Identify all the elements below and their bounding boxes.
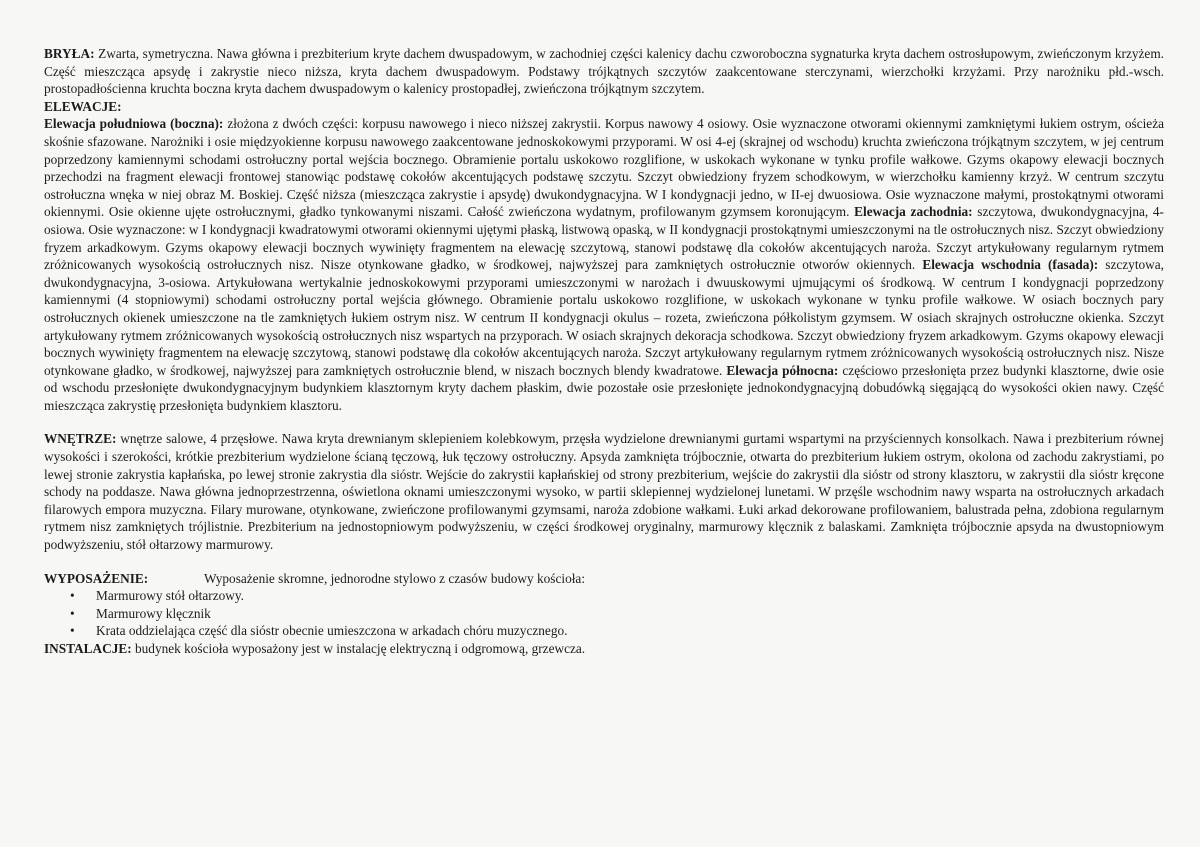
section-bryla [44,45,1164,98]
section-wnetrze [44,430,1164,553]
equipment-list [44,587,1164,640]
heading-elewacja-poludniowa: Elewacja południowa (boczna): [44,116,224,132]
bullet-icon: • [70,605,75,621]
elewacja-poludniowa-text: złożona z dwóch części: korpusu nawowego i nieco niższej zakrystii. Korpus nawowy 4 osiowy. Osie wyznaczone otworami okiennymi zamkniętymi łukiem ostrym, ościeża skośnie sfazowane. Narożniki i osie międzyokienne korpusu nawowego zaakcentowane jednoskokowymi przyporami. W osi 4-ej (skrajnej od wschodu) kruchta zwieńczona trójkątnym szczytem, w jej centrum poprzedzony kamiennymi schodami ostrołuczny portal wejścia bocznego. Obramienie portalu uskokowo rozglifione, w uskokach wykonane w tynku profile wałkowe. Gzyms okapowy elewacji bocznych przechodzi na fragment elewacji frontowej stanowiąc podstawę cokołów akcentujących podstawę szczytu. Szczyt obwiedziony fryzem schodkowym, w wierzchołku kamienny krzyż. W centrum szczytu ostrołuczna wnęka w niej obraz M. Boskiej. Część niższa (mieszcząca zakrystie i apsydę) dwukondygnacyjna. W I kondygnacji jedno, w II-ej dwuosiowa. Osie wyznaczone małymi, prostokątnymi otworami okiennymi. Osie okienne ujęte ostrołucznymi, gładko tynkowanymi niszami. Całość zwieńczona wydatnym, profilowanym gzymsem koronującym. [44,116,1164,220]
section-instalacje [44,640,1164,658]
heading-elewacja-polnocna: Elewacja północna: [726,362,839,378]
section-gap [44,554,1164,570]
list-item-text: Krata oddzielająca część dla sióstr obecnie umieszczona w arkadach chóru muzycznego. [96,623,568,639]
bryla-text: Zwarta, symetryczna. Nawa główna i prezbiterium kryte dachem dwuspadowym, w zachodniej części kalenicy dachu czworoboczna sygnaturka kryta dachem ostrosłupowym, zwieńczonym krzyżem. Część mieszcząca apsydę i zakrystie nieco niższa, kryta dachem dwuspadowym. Podstawy trójkątnych szczytów zaakcentowane sterczynami, wierzchołki krzyżami. Przy narożniku płd.-wsch. prostopadłościenna kruchta boczna kryta dachem dwuspadowym o kalenicy prostopadłej, zwieńczona trójkątnym szczytem. [44,46,1164,97]
bullet-icon: • [70,588,75,604]
heading-wnetrze: WNĘTRZE: [44,431,117,447]
elewacja-polnocna-text: częściowo przesłonięta przez budynki klasztorne, dwie osie od wschodu przesłonięte dwukondygnacyjnym budynkiem klasztornym kryty dachem płaskim, dwie pozostałe osie przesłonięte jednokondygnacyjną dobudówką sięgającą do wysokości okien nawy. Część mieszcząca zakrystię przesłonięta budynkiem klasztoru. [44,362,1165,413]
section-gap [44,414,1164,430]
list-item-text: Marmurowy klęcznik [96,605,211,621]
wyposazenie-intro: Wyposażenie skromne, jednorodne stylowo z czasów budowy kościoła: [204,570,586,586]
section-elewacje [44,115,1164,414]
list-item [70,587,1164,605]
heading-instalacje: INSTALACJE: [44,641,132,656]
elewacja-wschodnia-text: szczytowa, dwukondygnacyjna, 3-osiowa. Artykułowana wertykalnie jednoskokowymi przyporami umieszczonymi w narożach i dwuuskowymi ujmującymi oś środkową. W centrum I kondygnacji poprzedzony kamiennymi (4 stopniowymi) schodami ostrołuczny portal wejścia głównego. Obramienie portalu uskokowo rozglifione, w uskokach wykonane w tynku profile wałkowe. W osiach bocznych pary ostrołucznych okienek umieszczone na tle zamkniętych łukiem ostrym nisz. W centrum II kondygnacji okulus – rozeta, zwieńczona półkolistym gzymsem. W osiach skrajnych ostrołuczne okienka. Szczyt artykułowany rytmem zróżnicowanych wysokością ostrołucznych nisz wspartych na przyporach. W osiach skrajnych dekoracja schodkowa. Szczyt obwiedziony fryzem arkadkowym. Gzyms okapowy elewacji bocznych wywinięty fragmentem na elewację szczytową, stanowi podstawę dla cokołów akcentujących naroża. Szczyt artykułowany regularnym rytmem zróżnicowanych wysokością ostrołucznych nisz. Nisze otynkowane gładko, w środkowej, najwyższej para zamkniętych ostrołucznie blend, w niszach bocznych blendy kwadratowe. [44,257,1164,378]
heading-elewacja-zachodnia: Elewacja zachodnia: [854,204,973,220]
list-item-text: Marmurowy stół ołtarzowy. [96,588,244,604]
heading-wyposazenie: WYPOSAŻENIE: [44,570,149,586]
heading-elewacja-wschodnia: Elewacja wschodnia (fasada): [922,257,1099,273]
heading-elewacje: ELEWACJE: [44,98,122,114]
elewacja-zachodnia-text: szczytowa, dwukondygnacyjna, 4-osiowa. Osie wyznaczone: w I kondygnacji kwadratowymi otworami okiennymi ujętymi płaską, listwową opaską, w II kondygnacji prostokątnymi umieszczonymi na tle ostrołucznych nisz. Szczyt obwiedziony fryzem arkadkowym. Gzyms okapowy elewacji bocznych wywinięty fragmentem na elewację szczytową, stanowi podstawę dla cokołów akcentujących naroża. Szczyt artykułowany regularnym rytmem zróżnicowanych wysokością ostrołucznych nisz. Nisze otynkowane gładko, w środkowej, najwyższej para zamkniętych ostrołucznie otworów okiennych. [44,204,1164,273]
heading-bryla: BRYŁA: [44,46,95,61]
list-item [70,605,1164,623]
wnetrze-text: wnętrze salowe, 4 przęsłowe. Nawa kryta drewnianym sklepieniem kolebkowym, przęsła wydzielone drewnianymi gurtami wspartymi na przyściennych konsolkach. Nawa i prezbiterium równej wysokości i szerokości, krótkie prezbiterium wydzielone ścianą tęczową, łuk tęczowy ostrołuczny. Apsyda zamknięta trójbocznie, otwarta do prezbiterium łukiem ostrym, okolona od zachodu zakrystiami, po lewej stronie zakrystia kapłańska, po lewej stronie zakrystia dla sióstr. Wejście do zakrystii kapłańskiej od strony prezbiterium, wejście do zakrystii dla sióstr od strony klasztoru, w zakrystii dla sióstr kręcone schody na poddasze. Nawa główna jednoprzestrzenna, oświetlona oknami umieszczonymi wysoko, w partii sklepiennej wydzielonej lunetami. W przęśle wschodnim nawy wsparta na ostrołucznych arkadach filarowych empora muzyczna. Filary murowane, otynkowane, zwieńczone profilowanymi gzymsami, naroża zdobione wałkami. Łuki arkad dekorowane profilowaniem, balustrada pełna, zdobiona regularnym rytmem nisz zamkniętych trójlistnie. Prezbiterium na jednostopniowym podwyższeniu, w części środkowej oryginalny, marmurowy klęcznik z balaskami. Zamknięta trójbocznie apsyda na dwustopniowym podwyższeniu, stół ołtarzowy marmurowy. [44,431,1164,553]
instalacje-text: budynek kościoła wyposażony jest w instalację elektryczną i odgromową, grzewcza. [131,641,586,656]
list-item [70,622,1164,640]
section-wyposazenie [44,570,1164,588]
bullet-icon: • [70,623,75,639]
